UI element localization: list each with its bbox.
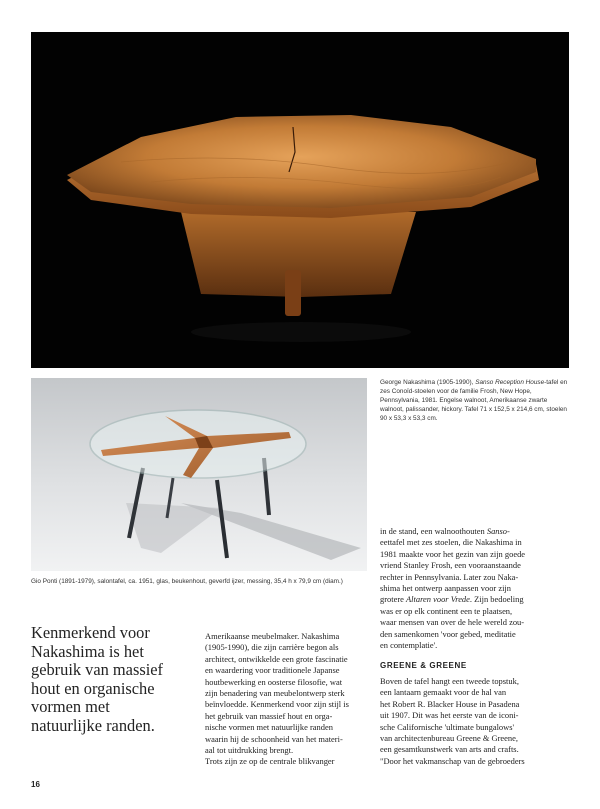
body-line: (1905-1990), die zijn carrière begon als [205, 642, 339, 653]
italic-run: Sanso [486, 526, 508, 536]
body-line: vriend Stanley Frosh, een vooraanstaande [380, 560, 521, 571]
body-line: nische vormen met natuurlijke randen [205, 722, 333, 733]
body-line: het Robert R. Blacker House in Pasadena [380, 698, 520, 709]
body-line: waarin hij de schoonheid van het materi- [205, 733, 343, 744]
caption-details: -tafel en zes Conoïd-stoelen voor de familie Frosh, New Hope, Pennsylvania, 1981. Engelse walnoot, Amerikaanse zwarte walnoot, palissander, hickory. Tafel 71 x 152,5 x 214,6 cm, stoelen 90 x 53,3 x 53,3 cm. [380, 379, 568, 422]
body-line: rechter in Pennsylvania. Later zou Naka- [380, 571, 519, 582]
text-run: . Zijn bedoeling [469, 594, 524, 605]
body-line [380, 594, 570, 605]
body-line: waar mensen van over de hele wereld zou- [380, 617, 525, 628]
body-line: sche Californische 'ultimate bungalows' [380, 721, 515, 732]
body-line: architect, ontwikkelde een grote fascinatie [205, 653, 348, 664]
page-number: 16 [31, 780, 40, 789]
body-line: en contemplatie'. [380, 640, 438, 651]
body-line: houtbewerking en oosterse filosofie, wat [205, 676, 343, 687]
body-column-right-bottom [380, 676, 570, 767]
italic-run: Altaren voor Vrede [406, 594, 470, 605]
text-run: - [507, 526, 510, 536]
body-line: een lantaarn gemaakt voor de hal van [380, 687, 507, 698]
body-line: Amerikaanse meubelmaker. Nakashima [205, 631, 340, 641]
body-line: uit 1907. Dit was het eerste van de iconi- [380, 710, 519, 721]
body-line: "Door het vakmanschap van de gebroeders [380, 755, 525, 766]
section-heading: GREENE & GREENE [380, 661, 467, 670]
body-column-right-top [380, 526, 570, 651]
body-line: het gebruik van massief hout en orga- [205, 710, 333, 721]
body-line: van architectenbureau Greene & Greene, [380, 733, 518, 744]
body-line: was er op elk continent een te plaatsen, [380, 605, 513, 616]
body-line: den samenkomen 'voor gebed, meditatie [380, 628, 516, 639]
body-line: Trots zijn ze op de centrale blikvanger [205, 756, 335, 767]
body-line: aal tot uitdrukking brengt. [205, 745, 294, 756]
text-run: in de stand, een walnoothouten [380, 526, 487, 536]
body-column-middle [205, 631, 371, 768]
body-line: 1981 maakte voor het gezin van zijn goede [380, 548, 526, 559]
pull-quote: Kenmerkend voor Nakashima is het gebruik van massief hout en organische vormen met natuurlijke randen. [31, 623, 163, 735]
body-line: en waardering voor traditionele Japanse [205, 665, 340, 676]
body-line: shima het ontwerp aanpassen voor zijn [380, 583, 511, 594]
nakashima-caption [380, 378, 570, 423]
text-run: grotere [380, 594, 407, 605]
body-line: zijn benadering van meubelontwerp sterk [205, 688, 345, 699]
caption-author: George Nakashima (1905-1990), [380, 379, 474, 386]
body-line: beïnvloedde. Kenmerkend voor zijn stijl is [205, 699, 349, 710]
caption-title: Sanso Reception House [475, 379, 545, 386]
body-line: eettafel met zes stoelen, die Nakashima in [380, 537, 522, 548]
body-line: een gesamtkunstwerk van arts and crafts. [380, 744, 519, 755]
ponti-caption: Gio Ponti (1891-1979), salontafel, ca. 1951, glas, beukenhout, geverfd ijzer, messing, 35,4 h x 79,9 cm (diam.) [31, 578, 343, 585]
ponti-table-photo [31, 378, 367, 571]
body-line: Boven de tafel hangt een tweede topstuk, [380, 676, 519, 686]
body-line [380, 526, 570, 537]
nakashima-table-photo [31, 32, 569, 368]
